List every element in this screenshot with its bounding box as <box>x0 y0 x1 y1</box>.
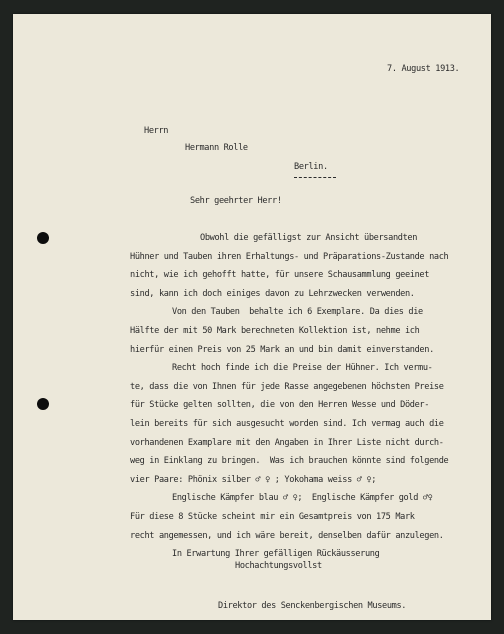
body-line: vorhandenen Examplare mit den Angaben in Ihrer Liste nicht durch- <box>130 437 444 448</box>
punch-hole-bottom <box>37 398 49 410</box>
body-line: recht angemessen, und ich wäre bereit, denselben dafür anzulegen. <box>130 530 444 541</box>
body-line: hierfür einen Preis von 25 Mark an und bin damit einverstanden. <box>130 344 434 355</box>
body-line: weg in Einklang zu bringen. Was ich brauchen könnte sind folgende <box>130 456 449 467</box>
body-line: lein bereits für sich ausgesucht worden sind. Ich vermag auch die <box>130 419 444 429</box>
greeting: Sehr geehrter Herr! <box>190 196 282 206</box>
letter-page <box>13 14 491 620</box>
body-line: Von den Tauben behalte ich 6 Exemplare. Da dies die <box>172 307 423 318</box>
signature: Direktor des Senckenbergischen Museums. <box>218 601 407 611</box>
closing-line: Hochachtungsvollst <box>235 561 322 571</box>
body-line: Obwohl die gefälligst zur Ansicht übersandten <box>200 233 418 243</box>
body-line: für Stücke gelten sollten, die von den Herren Wesse und Döder- <box>130 400 430 411</box>
punch-hole-top <box>37 232 49 244</box>
body-line: te, dass die von Ihnen für jede Rasse angegebenen höchsten Preise <box>130 381 444 392</box>
city-underline <box>294 177 336 178</box>
body-line: Hühner und Tauben ihren Erhaltungs- und Präparations-Zustande nach <box>130 251 449 262</box>
recipient-city: Berlin. <box>294 162 328 172</box>
body-line: Recht hoch finde ich die Preise der Hühner. Ich vermu- <box>172 363 433 374</box>
body-line: Hälfte der mit 50 Mark berechneten Kollektion ist, nehme ich <box>130 326 420 336</box>
body-line: nicht, wie ich gehofft hatte, für unsere Schausammlung geeinet <box>130 270 430 281</box>
recipient-salutation: Herrn <box>144 126 169 136</box>
body-line: In Erwartung Ihrer gefälligen Rückäusserung <box>172 549 380 560</box>
letter-date: 7. August 1913. <box>387 64 460 74</box>
body-line: Englische Kämpfer blau ♂ ♀; Englische Kämpfer gold ♂♀ <box>172 493 433 504</box>
body-line: vier Paare: Phönix silber ♂ ♀ ; Yokohama weiss ♂ ♀; <box>130 474 377 485</box>
recipient-name: Hermann Rolle <box>185 143 248 153</box>
body-line: Für diese 8 Stücke scheint mir ein Gesamtpreis von 175 Mark <box>130 512 415 522</box>
body-line: sind, kann ich doch einiges davon zu Lehrzwecken verwenden. <box>130 288 415 299</box>
